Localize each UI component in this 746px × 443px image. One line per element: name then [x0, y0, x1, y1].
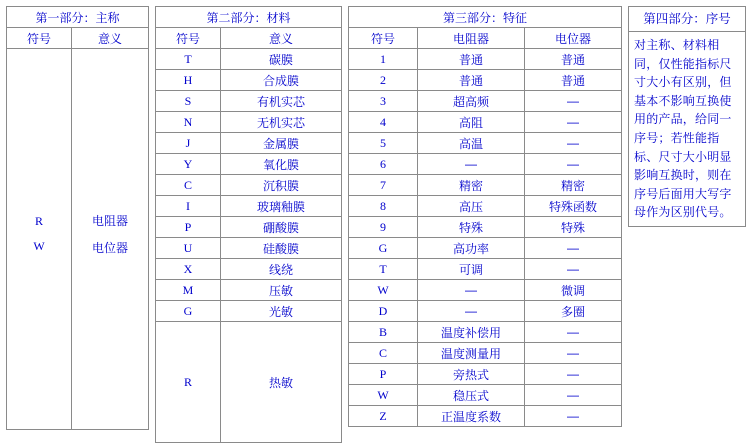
part3-symbol: Z: [349, 406, 418, 427]
part3-resistor: 高阻: [418, 112, 525, 133]
part3-potentiometer: —: [525, 112, 622, 133]
part2-header-row: [156, 7, 342, 28]
part3-symbol: 1: [349, 49, 418, 70]
part3-potentiometer: —: [525, 343, 622, 364]
table-row: [156, 175, 342, 196]
part3-potentiometer: 普通: [525, 70, 622, 91]
part3-potentiometer: 微调: [525, 280, 622, 301]
part3-title: 第三部分：特征: [349, 7, 622, 28]
part3-potentiometer: 特殊函数: [525, 196, 622, 217]
part3-symbol: W: [349, 280, 418, 301]
part4-box: [628, 6, 746, 227]
part3-resistor: 超高频: [418, 91, 525, 112]
part2-meaning: 硼酸膜: [221, 217, 342, 238]
part3-potentiometer: —: [525, 154, 622, 175]
part2-symbol: R: [156, 322, 221, 443]
part2-symbol: U: [156, 238, 221, 259]
part2-symbol: G: [156, 301, 221, 322]
part3-table: [348, 6, 622, 427]
part4-body-text: 对主称、材料相同，仅性能指标尺寸大小有区别，但基本不影响互换使用的产品，给同一序号；若性能指标、尺寸大小明显影响互换时，则在序号后面用大写字母作为区别代号。: [634, 38, 732, 220]
part3-symbol: C: [349, 343, 418, 364]
part3-symbol: D: [349, 301, 418, 322]
part3-cell: [348, 6, 622, 443]
part4-title: 第四部分：序号: [629, 7, 745, 32]
table-row: [156, 112, 342, 133]
part2-col-symbol: 符号: [156, 28, 221, 49]
part1-meanings-cell: [72, 49, 149, 430]
part2-table: [155, 6, 342, 443]
part3-potentiometer: 精密: [525, 175, 622, 196]
part3-resistor: 普通: [418, 70, 525, 91]
part3-symbol: 2: [349, 70, 418, 91]
table-row: [349, 364, 622, 385]
part3-symbol: 5: [349, 133, 418, 154]
table-row: [349, 196, 622, 217]
part3-column-header-row: [349, 28, 622, 49]
part3-symbol: B: [349, 322, 418, 343]
part1-meaning-0: 电阻器: [91, 214, 128, 228]
table-row: [349, 406, 622, 427]
part2-symbol: C: [156, 175, 221, 196]
part1-cell: [6, 6, 149, 443]
part3-header-row: [349, 7, 622, 28]
table-row: [156, 49, 342, 70]
part3-resistor: 高压: [418, 196, 525, 217]
table-row: [156, 133, 342, 154]
table-row: [156, 259, 342, 280]
part2-symbol: X: [156, 259, 221, 280]
part3-potentiometer: —: [525, 238, 622, 259]
table-row: [156, 301, 342, 322]
table-row: [349, 238, 622, 259]
part2-meaning: 压敏: [221, 280, 342, 301]
table-row: [156, 217, 342, 238]
part4-cell: [628, 6, 746, 443]
part3-resistor: —: [418, 154, 525, 175]
part3-resistor: —: [418, 280, 525, 301]
part1-symbol-1: W: [33, 239, 45, 253]
part3-resistor: 可调: [418, 259, 525, 280]
part2-meaning: 硅酸膜: [221, 238, 342, 259]
part3-resistor: 正温度系数: [418, 406, 525, 427]
table-row: [349, 322, 622, 343]
table-row: [349, 133, 622, 154]
part3-resistor: 稳压式: [418, 385, 525, 406]
table-row: [349, 91, 622, 112]
table-row: [349, 175, 622, 196]
part1-header-row: [7, 7, 149, 28]
part3-col-potentiometer: 电位器: [525, 28, 622, 49]
part2-meaning: 线绕: [221, 259, 342, 280]
part3-symbol: G: [349, 238, 418, 259]
part1-col-meaning: 意义: [72, 28, 149, 49]
table-row: [349, 385, 622, 406]
table-row: [349, 70, 622, 91]
part2-symbol: H: [156, 70, 221, 91]
part2-symbol: P: [156, 217, 221, 238]
part3-resistor: 普通: [418, 49, 525, 70]
part1-title: 第一部分：主称: [7, 7, 149, 28]
part3-symbol: 8: [349, 196, 418, 217]
table-row: [349, 343, 622, 364]
part3-symbol: 9: [349, 217, 418, 238]
part3-resistor: —: [418, 301, 525, 322]
part1-col-symbol: 符号: [7, 28, 72, 49]
table-row: [156, 322, 342, 443]
part2-meaning: 无机实芯: [221, 112, 342, 133]
table-row: [156, 238, 342, 259]
part3-symbol: T: [349, 259, 418, 280]
part3-potentiometer: —: [525, 259, 622, 280]
part2-meaning: 玻璃釉膜: [221, 196, 342, 217]
table-row: [349, 49, 622, 70]
part3-resistor: 温度测量用: [418, 343, 525, 364]
table-row: [349, 301, 622, 322]
table-row: [349, 154, 622, 175]
part3-symbol: 6: [349, 154, 418, 175]
part3-resistor: 旁热式: [418, 364, 525, 385]
part2-symbol: M: [156, 280, 221, 301]
part2-meaning: 金属膜: [221, 133, 342, 154]
table-row: [156, 154, 342, 175]
part2-meaning: 沉积膜: [221, 175, 342, 196]
part3-potentiometer: 普通: [525, 49, 622, 70]
part2-meaning: 光敏: [221, 301, 342, 322]
part2-meaning: 碳膜: [221, 49, 342, 70]
part1-symbol-0: R: [34, 214, 43, 228]
part3-resistor: 高功率: [418, 238, 525, 259]
part3-potentiometer: —: [525, 133, 622, 154]
part2-symbol: S: [156, 91, 221, 112]
part3-potentiometer: —: [525, 364, 622, 385]
table-row: [349, 280, 622, 301]
part3-resistor: 特殊: [418, 217, 525, 238]
part3-resistor: 高温: [418, 133, 525, 154]
part2-title: 第二部分：材料: [156, 7, 342, 28]
part3-col-symbol: 符号: [349, 28, 418, 49]
table-row: [156, 70, 342, 91]
part3-potentiometer: —: [525, 91, 622, 112]
part1-column-header-row: [7, 28, 149, 49]
part2-cell: [155, 6, 342, 443]
part3-potentiometer: 多圈: [525, 301, 622, 322]
part3-symbol: P: [349, 364, 418, 385]
part1-body-row: [7, 49, 149, 430]
layout-table: [6, 6, 746, 443]
part2-symbol: J: [156, 133, 221, 154]
table-row: [349, 112, 622, 133]
part3-symbol: 4: [349, 112, 418, 133]
table-row: [156, 91, 342, 112]
part1-meaning-1: 电位器: [91, 241, 128, 255]
table-row: [156, 280, 342, 301]
part2-meaning: 合成膜: [221, 70, 342, 91]
table-row: [156, 196, 342, 217]
part2-symbol: T: [156, 49, 221, 70]
part2-column-header-row: [156, 28, 342, 49]
table-row: [349, 259, 622, 280]
part3-resistor: 温度补偿用: [418, 322, 525, 343]
part2-col-meaning: 意义: [221, 28, 342, 49]
part2-meaning: 氧化膜: [221, 154, 342, 175]
part3-potentiometer: 特殊: [525, 217, 622, 238]
part3-potentiometer: —: [525, 322, 622, 343]
part3-resistor: 精密: [418, 175, 525, 196]
part3-potentiometer: —: [525, 406, 622, 427]
part1-table: [6, 6, 149, 430]
part3-symbol: W: [349, 385, 418, 406]
part1-symbols-cell: [7, 49, 72, 430]
part3-col-resistor: 电阻器: [418, 28, 525, 49]
part3-symbol: 3: [349, 91, 418, 112]
part3-symbol: 7: [349, 175, 418, 196]
part2-meaning: 有机实芯: [221, 91, 342, 112]
part2-meaning: 热敏: [221, 322, 342, 443]
part3-potentiometer: —: [525, 385, 622, 406]
part2-symbol: I: [156, 196, 221, 217]
part2-symbol: N: [156, 112, 221, 133]
part2-symbol: Y: [156, 154, 221, 175]
table-row: [349, 217, 622, 238]
